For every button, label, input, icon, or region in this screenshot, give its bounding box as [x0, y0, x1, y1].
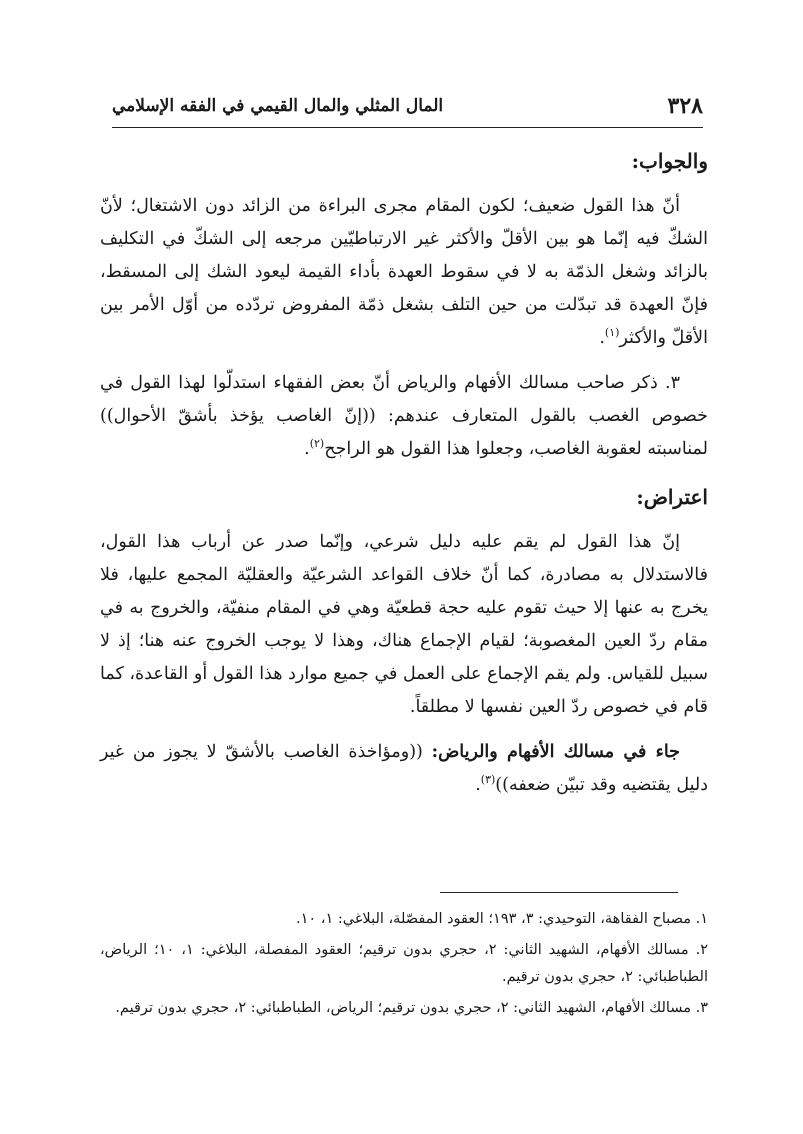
objection-heading: اعتراض: — [636, 485, 708, 509]
footnote-divider — [440, 892, 678, 893]
point-3-text: ٣. ذكر صاحب مسالك الأفهام والرياض أنّ بعض الفقهاء استدلّوا لهذا القول في خصوص الغصب بالقول المتعارف عندهم: ((إنّ الغاصب يؤخذ بأشقّ الأحوال)) لمناسبته لعقوبة الغاصب، وجعلوا هذا القول هو الراجح — [100, 373, 708, 459]
point-3-paragraph — [100, 367, 708, 466]
quote-end: . — [475, 775, 481, 795]
running-header — [112, 88, 703, 124]
footnotes — [100, 906, 708, 1026]
quote-text: ((ومؤاخذة الغاصب بالأشقّ لا يجوز من غير دليل يقتضيه وقد تبيّن ضعفه)) — [100, 742, 708, 795]
footnote-ref-1[interactable]: (١) — [604, 326, 620, 340]
answer-heading: والجواب: — [631, 149, 708, 173]
quote-lead: جاء في مسالك الأفهام والرياض: — [431, 742, 680, 762]
footnote-1: ١. مصباح الفقاهة، التوحيدي: ٣، ١٩٣؛ العقود المفصّلة، البلاغي: ١، ١٠. — [295, 911, 708, 927]
running-title: المال المثلي والمال القيمي في الفقه الإسلامي — [112, 96, 444, 116]
main-text — [100, 142, 708, 814]
answer-paragraph-end: . — [599, 328, 605, 348]
point-3-end: . — [304, 439, 310, 459]
footnote-ref-3[interactable]: (٣) — [480, 773, 496, 787]
objection-paragraph: إنّ هذا القول لم يقم عليه دليل شرعي، وإنّما صدر عن أرباب هذا القول، فالاستدلال به مصادرة، كما أنّ خلاف القواعد الشرعيّة والعقليّة المجمع عليها، فلا يخرج به عنها إلا حيث تقوم عليه حجة قطعيّة وهي في المقام منفيّة، والخروج به في مقام ردّ العين المغصوبة؛ لقيام الإجماع هناك، وهذا لا يوجب الخروج عنه هنا؛ إذ لا سبيل للقياس. ولم يقم الإجماع على العمل في جميع موارد هذا القول أو القاعدة، كما قام في خصوص ردّ العين نفسها لا مطلقاً. — [100, 532, 708, 717]
footnote-3: ٣. مسالك الأفهام، الشهيد الثاني: ٢، حجري بدون ترقيم؛ الرياض، الطباطبائي: ٢، حجري بدون ترقيم. — [115, 1000, 708, 1016]
quote-paragraph — [100, 736, 708, 802]
answer-paragraph-text: أنّ هذا القول ضعيف؛ لكون المقام مجرى البراءة من الزائد دون الاشتغال؛ لأنّ الشكّ فيه إنّما هو بين الأقلّ والأكثر غير الارتباطيّين مرجعه إلى الشكّ في التكليف بالزائد وشغل الذمّة به لا في سقوط العهدة بأداء القيمة ليعود الشك إلى المسقط، فإنّ العهدة قد تبدّلت من حين التلف بشغل ذمّة المفروض تردّده من أوّل الأمر بين الأقلّ والأكثر — [100, 196, 708, 348]
footnote-2: ٢. مسالك الأفهام، الشهيد الثاني: ٢، حجري بدون ترقيم؛ العقود المفصلة، البلاغي: ١، ١٠؛ الرياض، الطباطبائي: ٢، حجري بدون ترقيم. — [100, 942, 708, 985]
footnote-ref-2[interactable]: (٢) — [309, 437, 325, 451]
page-number: ٣٢٨ — [667, 93, 703, 119]
header-divider — [112, 127, 703, 128]
answer-paragraph — [100, 190, 708, 355]
